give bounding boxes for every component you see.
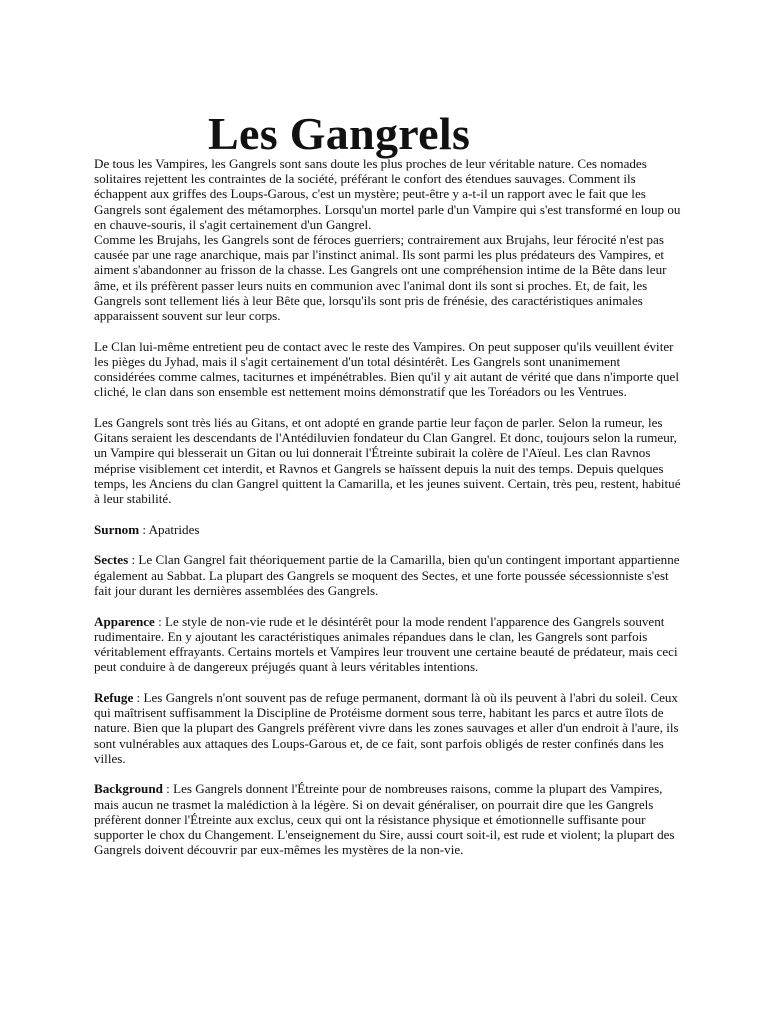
section-text: Le style de non-vie rude et le désintérêt pour la mode rendent l'apparence des Gangrels souvent rudimentaire. En y ajoutant les caractéristiques animales répandues dans le clan, les Gangrels sont parfois véritablement effrayants. Certains mortels et Vampires leur trouvent une certaine beauté de prédateur, mais ceci peut conduire à de dangereux préjugés quant à leurs véritables intentions. <box>94 613 678 675</box>
section-apparence <box>94 614 684 675</box>
section-label: Apparence <box>94 613 155 629</box>
page-title: Les Gangrels <box>208 108 471 159</box>
intro-paragraph-2: Comme les Brujahs, les Gangrels sont de féroces guerriers; contrairement aux Brujahs, leur férocité n'est pas causée par une rage anarchique, mais par l'instinct animal. Ils sont parmi les plus prédateurs des Vampires, et aiment s'abandonner au frisson de la chasse. Les Gangrels ont une compréhension intime de la Bête dans leur âme, et ils préfèrent passer leurs nuits en communion avec l'animal dont ils sont si proches. Et, de fait, les Gangrels sont tellement liés à leur Bête que, lorsqu'ils sont pris de frénésie, des caractéristiques animales apparaissent souvent sur leur corps. <box>94 232 667 324</box>
section-label: Background <box>94 781 163 797</box>
section-separator: : <box>139 521 149 537</box>
section-refuge <box>94 690 684 766</box>
section-background <box>94 781 684 857</box>
intro-paragraph-4: Les Gangrels sont très liés au Gitans, et ont adopté en grande partie leur façon de parler. Selon la rumeur, les Gitans seraient les descendants de l'Antédiluvien fondateur du Clan Gangrel. Et donc, toujours selon la rumeur, un Vampire qui blesserait un Gitan ou lui donnerait l'Étreinte subirait la colère de l'Aïeul. Les clan Ravnos méprise visiblement cet interdit, et Ravnos et Gangrels se haïssent depuis la nuit des temps. Depuis quelques temps, les Anciens du clan Gangrel quittent la Camarilla, et les jeunes suivent. Certain, très peu, restent, habitué à leur stabilité. <box>94 415 681 507</box>
section-separator: : <box>128 552 139 568</box>
section-label: Refuge <box>94 689 134 705</box>
section-separator: : <box>162 781 174 797</box>
section-text: Les Gangrels n'ont souvent pas de refuge permanent, dormant là où ils peuvent à l'abri du soleil. Ceux qui maîtrisent suffisamment la Discipline de Protéisme dorment sous terre, habitant les parcs et autre îlots de nature. Bien que la plupart des Gangrels préfèrent vivre dans les zones sauvages et aller d'un endroit à l'aure, ils sont vulnérables aux attaques des Loups-Garous et, de ce fait, sont parfois obligés de rester confinés dans les villes. <box>94 689 679 766</box>
section-separator: : <box>133 689 144 705</box>
section-label: Sectes <box>94 552 129 568</box>
section-text: Les Gangrels donnent l'Étreinte pour de nombreuses raisons, comme la plupart des Vampires, mais aucun ne trasmet la malédiction à la légère. Si on devait généraliser, on pourrait dire que les Gangrels préfèrent donner l'Étreinte aux exclus, ceux qui ont la résistance physique et émotionnelle suffisante pour supporter le chox du Changement. L'enseignement du Sire, aussi court soit-il, est rude et violent; la plupart des Gangrels doivent découvrir par eux-mêmes les mystères de la non-vie. <box>94 781 675 858</box>
section-sectes <box>94 552 684 598</box>
document-body <box>94 156 684 873</box>
section-surnom <box>94 522 684 537</box>
section-text: Apatrides <box>148 521 200 537</box>
section-label: Surnom <box>94 521 140 537</box>
section-text: Le Clan Gangrel fait théoriquement partie de la Camarilla, bien qu'un contingent important appartienne également au Sabbat. La plupart des Gangrels se moquent des Sectes, et une forte poussée sécessionniste s'est fait jour durant les dernières assemblées des Gangrels. <box>94 552 680 598</box>
intro-paragraph-1: De tous les Vampires, les Gangrels sont sans doute les plus proches de leur véritable nature. Ces nomades solitaires rejettent les contraintes de la société, préférant le confort des étendues sauvages. Comment ils échappent aux griffes des Loups-Garous, c'est un mystère; peut-être y a-t-il un rapport avec le fait que les Gangrels sont également des métamorphes. Lorsqu'un mortel parle d'un Vampire qui s'est transformé en loup ou en chauve-souris, il s'agit certainement d'un Gangrel. <box>94 156 681 232</box>
section-separator: : <box>154 613 166 629</box>
intro-paragraph-3: Le Clan lui-même entretient peu de contact avec le reste des Vampires. On peut supposer qu'ils veuillent éviter les pièges du Jyhad, mais il s'agit certainement d'un total désintérêt. Les Gangrels sont unanimement considérées comme calmes, taciturnes et impénétrables. Bien qu'il y ait autant de vérité que dans n'importe quel cliché, le clan dans son ensemble est nettement moins démonstratif que les Toréadors ou les Ventrues. <box>94 338 680 400</box>
